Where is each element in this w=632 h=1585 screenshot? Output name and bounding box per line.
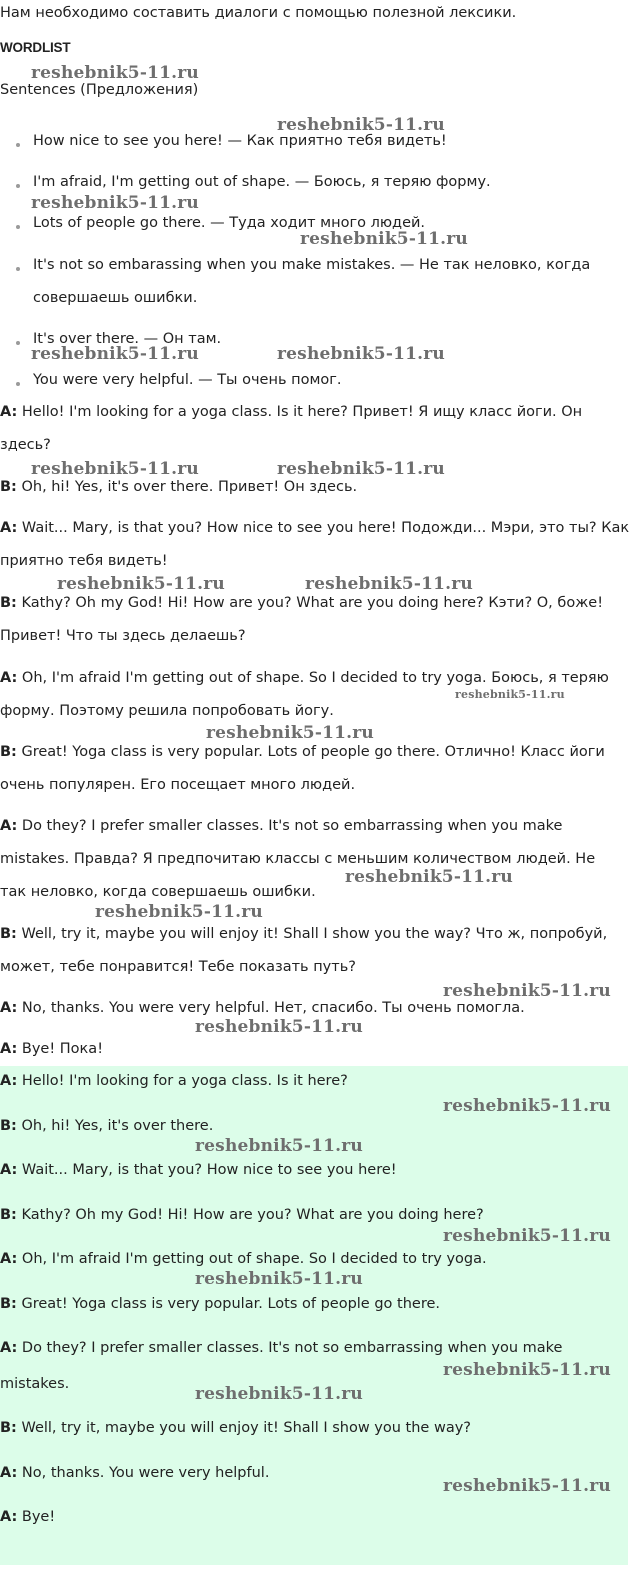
dialogue-line: A: Hello! I'm looking for a yoga class. Is it here? bbox=[0, 1073, 348, 1089]
speaker-label: A: bbox=[0, 1041, 18, 1057]
watermark: reshebnik5-11.ru bbox=[443, 1226, 611, 1246]
speaker-label: B: bbox=[0, 595, 17, 611]
speaker-label: B: bbox=[0, 1296, 17, 1312]
bullet-icon bbox=[16, 382, 20, 386]
sentences-label: Sentences (Предложения) bbox=[0, 82, 199, 98]
dialogue-line: может, тебе понравится! Тебе показать путь? bbox=[0, 959, 356, 975]
dialogue-line: очень популярен. Его посещает много людей. bbox=[0, 777, 356, 793]
watermark: reshebnik5-11.ru bbox=[277, 459, 445, 479]
speaker-label: A: bbox=[0, 1073, 18, 1089]
watermark: reshebnik5-11.ru bbox=[31, 344, 199, 364]
speaker-label: A: bbox=[0, 404, 18, 420]
intro-text: Нам необходимо составить диалоги с помощью полезной лексики. bbox=[0, 5, 517, 21]
bullet-icon bbox=[16, 341, 20, 345]
speaker-label: B: bbox=[0, 744, 17, 760]
watermark: reshebnik5-11.ru bbox=[31, 459, 199, 479]
watermark: reshebnik5-11.ru bbox=[31, 63, 199, 83]
speaker-label: A: bbox=[0, 670, 18, 686]
speaker-label: B: bbox=[0, 479, 17, 495]
speaker-label: A: bbox=[0, 1340, 18, 1356]
speaker-label: B: bbox=[0, 1207, 17, 1223]
dialogue-line: A: Wait... Mary, is that you? How nice to see you here! Подожди... Мэри, это ты? Как bbox=[0, 520, 630, 536]
watermark: reshebnik5-11.ru bbox=[195, 1136, 363, 1156]
dialogue-line: Привет! Что ты здесь делаешь? bbox=[0, 628, 246, 644]
speaker-label: B: bbox=[0, 926, 17, 942]
speaker-label: A: bbox=[0, 1251, 18, 1267]
dialogue-line: B: Well, try it, maybe you will enjoy it! Shall I show you the way? Что ж, попробуй, bbox=[0, 926, 608, 942]
speaker-label: A: bbox=[0, 520, 18, 536]
watermark: reshebnik5-11.ru bbox=[443, 981, 611, 1001]
dialogue-line: B: Kathy? Oh my God! Hi! How are you? What are you doing here? bbox=[0, 1207, 484, 1223]
speaker-label: A: bbox=[0, 1000, 18, 1016]
dialogue-line: здесь? bbox=[0, 437, 51, 453]
dialogue-line: A: Bye! bbox=[0, 1509, 56, 1525]
dialogue-line: A: Bye! Пока! bbox=[0, 1041, 104, 1057]
bullet-icon bbox=[16, 225, 20, 229]
dialogue-line: A: Hello! I'm looking for a yoga class. Is it here? Привет! Я ищу класс йоги. Он bbox=[0, 404, 583, 420]
dialogue-line: приятно тебя видеть! bbox=[0, 553, 168, 569]
watermark: reshebnik5-11.ru bbox=[206, 723, 374, 743]
dialogue-line: B: Kathy? Oh my God! Hi! How are you? What are you doing here? Кэти? О, боже! bbox=[0, 595, 604, 611]
speaker-label: A: bbox=[0, 1509, 18, 1525]
dialogue-line: B: Oh, hi! Yes, it's over there. Привет! Он здесь. bbox=[0, 479, 358, 495]
dialogue-line: A: No, thanks. You were very helpful. Нет, спасибо. Ты очень помогла. bbox=[0, 1000, 525, 1016]
watermark: reshebnik5-11.ru bbox=[195, 1017, 363, 1037]
bullet-icon bbox=[16, 143, 20, 147]
watermark: reshebnik5-11.ru bbox=[443, 1360, 611, 1380]
dialogue-line: A: Do they? I prefer smaller classes. It's not so embarrassing when you make bbox=[0, 818, 563, 834]
speaker-label: B: bbox=[0, 1118, 17, 1134]
speaker-label: B: bbox=[0, 1420, 17, 1436]
speaker-label: A: bbox=[0, 818, 18, 834]
watermark: reshebnik5-11.ru bbox=[300, 229, 468, 249]
dialogue-line: mistakes. Правда? Я предпочитаю классы с меньшим количеством людей. Не bbox=[0, 851, 596, 867]
watermark: reshebnik5-11.ru bbox=[305, 574, 473, 594]
watermark: reshebnik5-11.ru bbox=[31, 193, 199, 213]
speaker-label: A: bbox=[0, 1162, 18, 1178]
bullet-icon bbox=[16, 184, 20, 188]
dialogue-line: A: Wait... Mary, is that you? How nice to see you here! bbox=[0, 1162, 397, 1178]
dialogue-line: A: Oh, I'm afraid I'm getting out of shape. So I decided to try yoga. bbox=[0, 1251, 487, 1267]
dialogue-line: B: Well, try it, maybe you will enjoy it! Shall I show you the way? bbox=[0, 1420, 471, 1436]
dialogue-line: A: Oh, I'm afraid I'm getting out of shape. So I decided to try yoga. Боюсь, я теряю bbox=[0, 670, 609, 686]
dialogue-line: A: No, thanks. You were very helpful. bbox=[0, 1465, 270, 1481]
dialogue-line: B: Oh, hi! Yes, it's over there. bbox=[0, 1118, 214, 1134]
dialogue-line: B: Great! Yoga class is very popular. Lots of people go there. bbox=[0, 1296, 440, 1312]
watermark: reshebnik5-11.ru bbox=[95, 902, 263, 922]
dialogue-line: так неловко, когда совершаешь ошибки. bbox=[0, 884, 316, 900]
watermark: reshebnik5-11.ru bbox=[277, 344, 445, 364]
dialogue-line: B: Great! Yoga class is very popular. Lots of people go there. Отлично! Класс йоги bbox=[0, 744, 605, 760]
dialogue-line: A: Do they? I prefer smaller classes. It's not so embarrassing when you make bbox=[0, 1340, 563, 1356]
dialogue-line: форму. Поэтому решила попробовать йогу. bbox=[0, 703, 334, 719]
watermark: reshebnik5-11.ru bbox=[195, 1269, 363, 1289]
watermark: reshebnik5-11.ru bbox=[455, 688, 565, 701]
watermark: reshebnik5-11.ru bbox=[57, 574, 225, 594]
watermark: reshebnik5-11.ru bbox=[195, 1384, 363, 1404]
watermark: reshebnik5-11.ru bbox=[443, 1096, 611, 1116]
watermark: reshebnik5-11.ru bbox=[443, 1476, 611, 1496]
speaker-label: A: bbox=[0, 1465, 18, 1481]
watermark: reshebnik5-11.ru bbox=[345, 867, 513, 887]
wordlist-title: WORDLIST bbox=[0, 40, 71, 55]
bullet-icon bbox=[16, 267, 20, 271]
dialogue-line: mistakes. bbox=[0, 1376, 70, 1392]
watermark: reshebnik5-11.ru bbox=[277, 115, 445, 135]
